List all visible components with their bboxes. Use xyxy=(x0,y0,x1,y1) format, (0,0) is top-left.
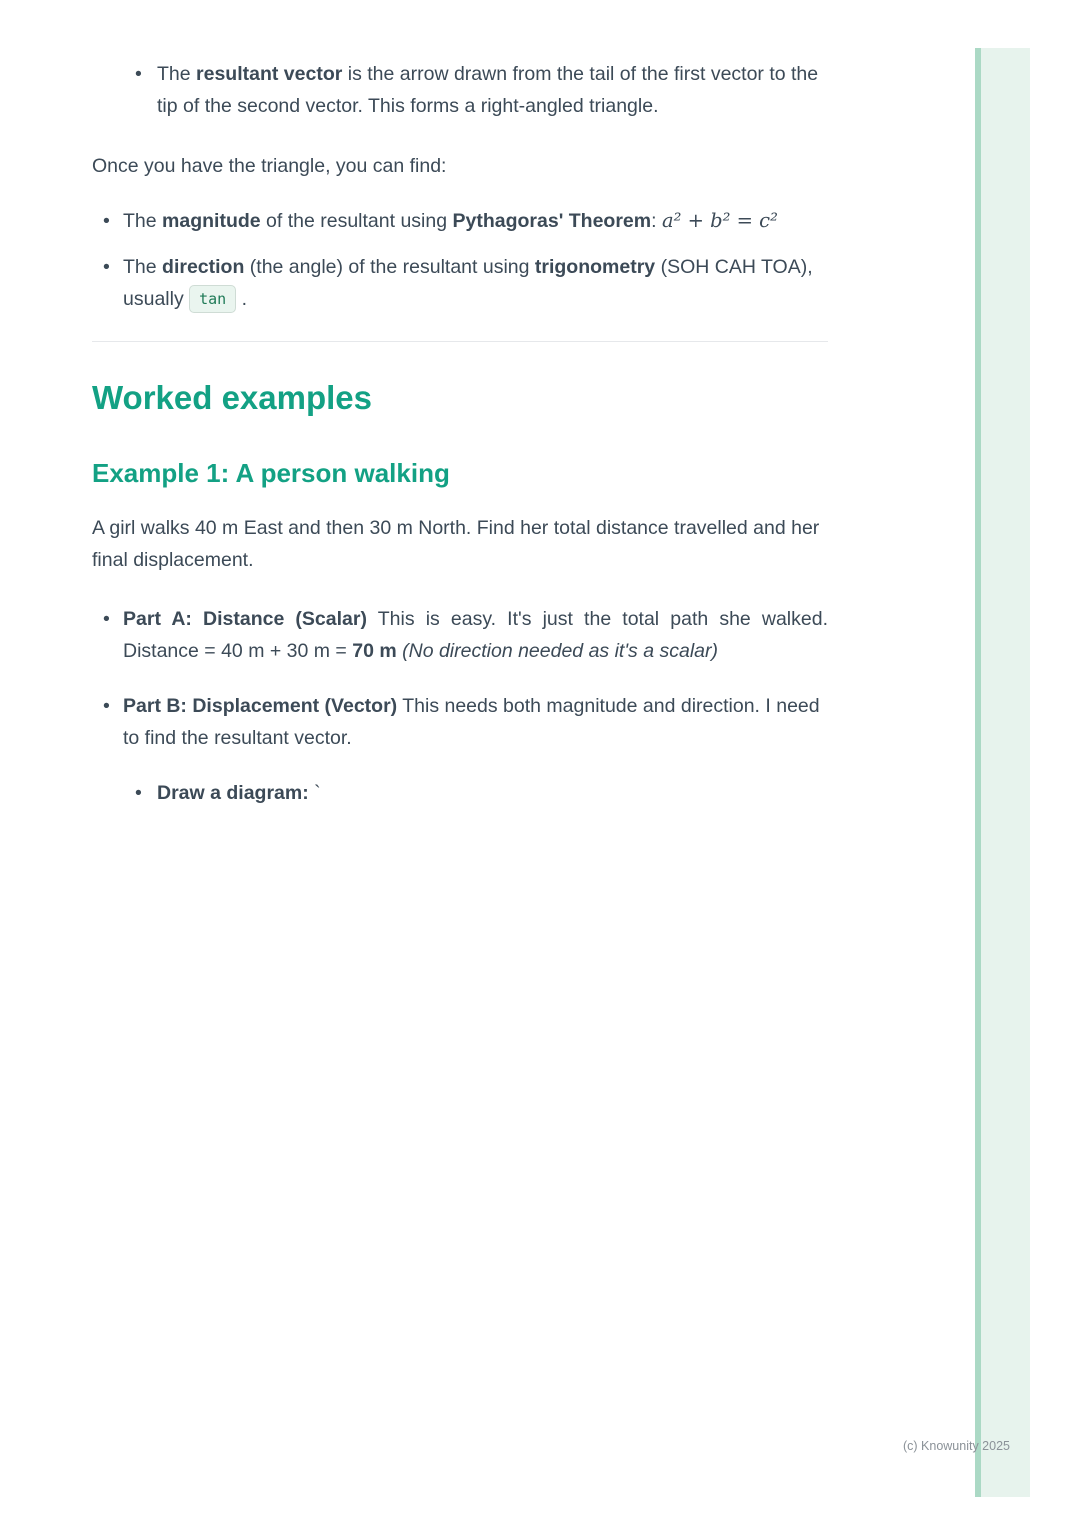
section-divider xyxy=(92,341,828,342)
text-segment: (SOH CAH TOA), usually xyxy=(123,256,813,310)
bullet-marker xyxy=(103,603,123,635)
bullet-marker xyxy=(135,58,157,90)
text-segment: ` xyxy=(308,782,321,804)
bullet-part-b-text xyxy=(123,690,828,754)
text-segment: . xyxy=(236,288,248,310)
bullet-resultant-vector-text xyxy=(157,58,828,122)
magnitude-bold: magnitude xyxy=(162,210,261,232)
text-segment: The xyxy=(123,210,163,232)
bullet-marker xyxy=(103,690,123,722)
text-segment: of the resultant using xyxy=(260,210,453,232)
bullet-resultant-vector xyxy=(92,58,828,122)
scalar-note-italic: (No direction needed as it's a scalar) xyxy=(396,640,718,662)
bullet-part-b xyxy=(92,690,828,754)
text-segment: This needs both magnitude and direction. I need to find the resultant vector. xyxy=(123,695,820,749)
trigonometry-bold: trigonometry xyxy=(534,256,656,278)
bullet-part-a-text xyxy=(123,603,828,667)
text-segment: The xyxy=(157,63,197,85)
pythagoras-bold: Pythagoras' Theorem xyxy=(452,210,652,232)
part-a-bold: Part A: Distance (Scalar) xyxy=(123,608,367,630)
text-segment: : xyxy=(651,210,662,232)
inline-code-tan: tan xyxy=(189,285,236,313)
text-segment: (the angle) of the resultant using xyxy=(244,256,535,278)
bullet-marker xyxy=(103,251,123,283)
bullet-marker xyxy=(135,777,157,809)
accent-strip-line xyxy=(975,48,981,1497)
worked-examples-heading: Worked examples xyxy=(92,379,373,416)
paragraph-once-triangle: Once you have the triangle, you can find: xyxy=(92,155,447,177)
bullet-direction-text xyxy=(123,251,828,315)
page-accent-strip xyxy=(975,48,1030,1497)
resultant-vector-bold: resultant vector xyxy=(196,63,343,85)
text-segment: This is easy. It's just the total path she walked. Distance = 40 m + 30 m = xyxy=(123,608,828,662)
bullet-magnitude-text xyxy=(123,205,828,237)
example-1-problem-text: A girl walks 40 m East and then 30 m North. Find her total distance travelled and her final displacement. xyxy=(92,517,820,571)
bullet-direction xyxy=(92,251,828,315)
example-1-heading: Example 1: A person walking xyxy=(92,458,450,488)
part-b-bold: Part B: Displacement (Vector) xyxy=(123,695,398,717)
copyright-footer: (c) Knowunity 2025 xyxy=(902,1439,1010,1453)
bullet-draw-diagram-text xyxy=(157,777,828,809)
bullet-marker xyxy=(103,205,123,237)
seventy-m-bold: 70 m xyxy=(352,640,397,662)
bullet-draw-diagram xyxy=(92,777,828,809)
bullet-part-a xyxy=(92,603,828,667)
bullet-magnitude xyxy=(92,205,828,237)
text-segment: is the arrow drawn from the tail of the first vector to the tip of the second vector. This forms a right-angled triangle. xyxy=(157,63,819,117)
document-content xyxy=(92,48,828,809)
text-segment: The xyxy=(123,256,163,278)
pythagoras-formula: a² + b² = c² xyxy=(661,209,778,232)
direction-bold: direction xyxy=(162,256,245,278)
draw-diagram-bold: Draw a diagram: xyxy=(157,782,309,804)
